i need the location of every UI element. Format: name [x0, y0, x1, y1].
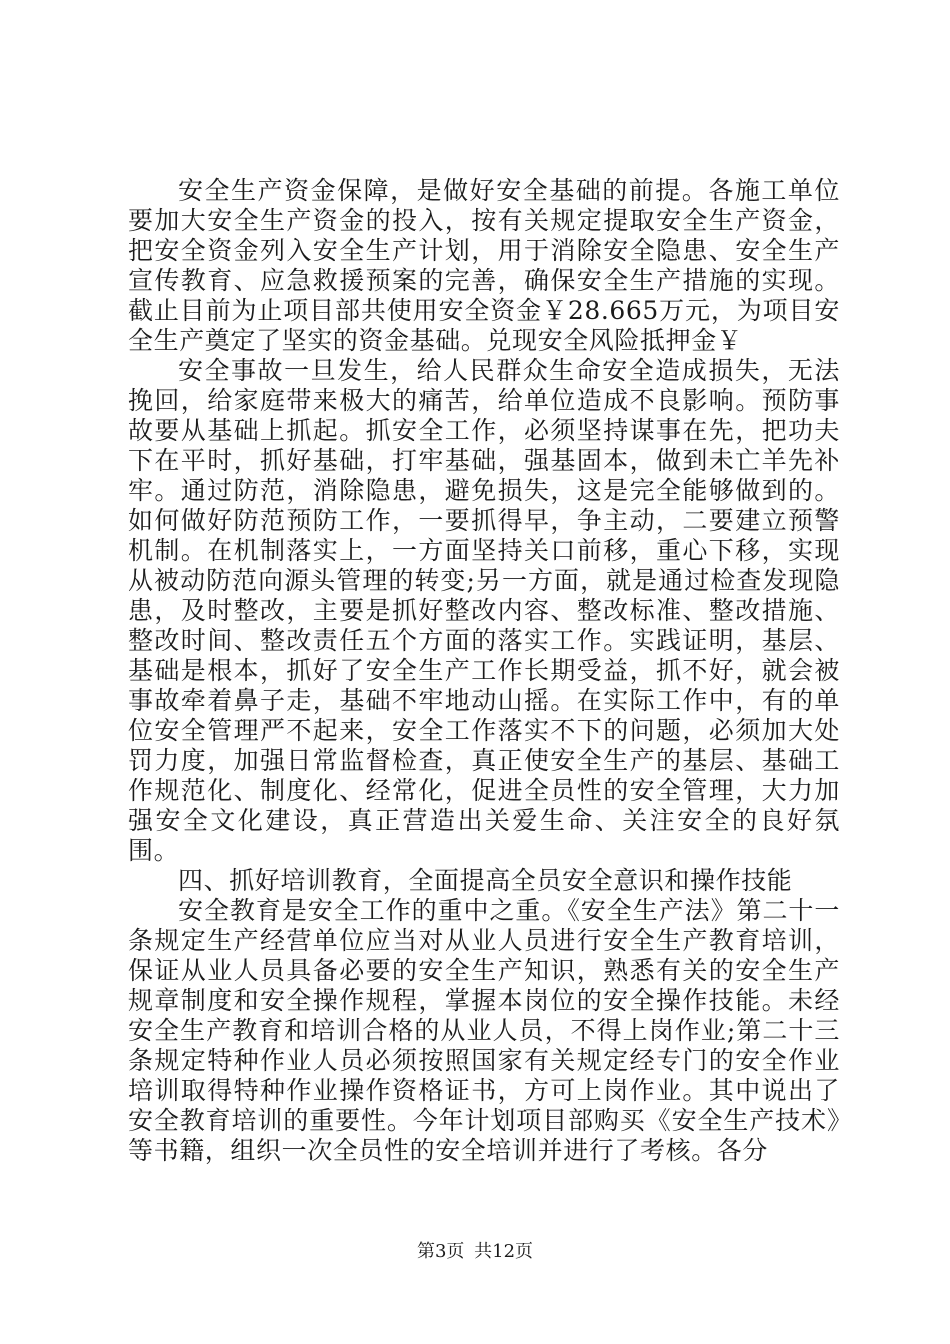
page-total: 共12页: [474, 1241, 534, 1262]
paragraph-safety-education: 安全教育是安全工作的重中之重。《安全生产法》第二十一条规定生产经营单位应当对从业人员进行安全生产教育培训，保证从业人员具备必要的安全生产知识，熟悉有关的安全生产规章制度和安全操作规程，掌握本岗位的安全操作技能。未经安全生产教育和培训合格的从业人员，不得上岗作业;第二十三条规定特种作业人员必须按照国家有关规定经专门的安全作业培训取得特种作业操作资格证书，方可上岗作业。其中说出了安全教育培训的重要性。今年计划项目部购买《安全生产技术》等书籍，组织一次全员性的安全培训并进行了考核。各分: [128, 896, 840, 1165]
section-heading: 四、抓好培训教育，全面提高全员安全意识和操作技能: [178, 866, 793, 895]
body-text-bottom: [128, 866, 840, 1166]
body-text-top: [128, 176, 840, 866]
page-footer: [0, 1240, 950, 1264]
paragraph-safety-funding: 安全生产资金保障，是做好安全基础的前提。各施工单位要加大安全生产资金的投入，按有关规定提取安全生产资金，把安全资金列入安全生产计划，用于消除安全隐患、安全生产宣传教育、应急救援预案的完善，确保安全生产措施的实现。截止目前为止项目部共使用安全资金￥28.665万元，为项目安全生产奠定了坚实的资金基础。兑现安全风险抵押金￥: [128, 176, 840, 355]
paragraph-accident-prevention: 安全事故一旦发生，给人民群众生命安全造成损失，无法挽回，给家庭带来极大的痛苦，给单位造成不良影响。预防事故要从基础上抓起。抓安全工作，必须坚持谋事在先，把功夫下在平时，抓好基础，打牢基础，强基固本，做到未亡羊先补牢。通过防范，消除隐患，避免损失，这是完全能够做到的。如何做好防范预防工作，一要抓得早，争主动，二要建立预警机制。在机制落实上，一方面坚持关口前移，重心下移，实现从被动防范向源头管理的转变;另一方面，就是通过检查发现隐患，及时整改，主要是抓好整改内容、整改标准、整改措施、整改时间、整改责任五个方面的落实工作。实践证明，基层、基础是根本，抓好了安全生产工作长期受益，抓不好，就会被事故牵着鼻子走，基础不牢地动山摇。在实际工作中，有的单位安全管理严不起来，安全工作落实不下的问题，必须加大处罚力度，加强日常监督检查，真正使安全生产的基层、基础工作规范化、制度化、经常化，促进全员性的安全管理，大力加强安全文化建设，真正营造出关爱生命、关注安全的良好氛围。: [128, 356, 840, 865]
page-number: 第3页: [416, 1241, 465, 1262]
